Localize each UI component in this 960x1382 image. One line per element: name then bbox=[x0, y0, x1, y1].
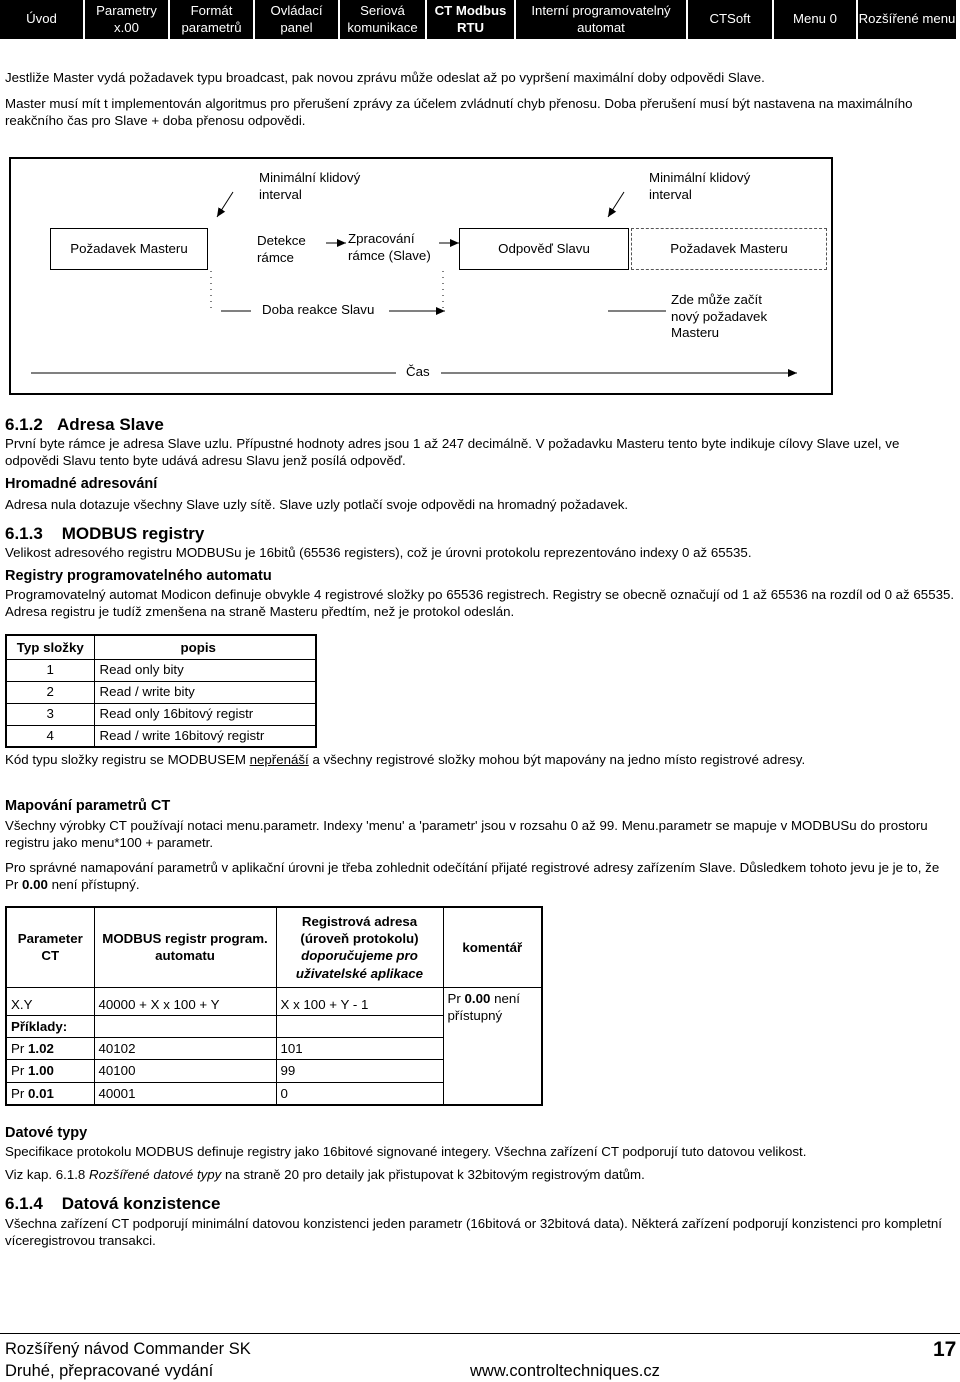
parameter-mapping-table bbox=[5, 906, 543, 1106]
section-6-1-4-heading: 6.1.4 Datová konzistence bbox=[5, 1194, 221, 1213]
table-row: Příklady: bbox=[6, 1015, 542, 1037]
frame-process-label: Zpracování rámce (Slave) bbox=[348, 231, 431, 263]
data-types-heading: Datové typy bbox=[5, 1125, 88, 1141]
ct-mapping-paragraph-2: Pro správné namapování parametrů v aplikační úrovni je třeba zohlednit odečítání přijaté registrové adresy zařízením Slave. Důsledkem tohoto jevu je je to, že Pr 0.00 není přístupný. bbox=[5, 860, 940, 893]
plc-registers-heading: Registry programovatelného automatu bbox=[5, 568, 272, 584]
intro-paragraph-1: Jestliže Master vydá požadavek typu broadcast, pak novou zprávu může odeslat až po vypršení maximální doby odpovědi Slave. bbox=[5, 70, 765, 85]
table-row: Pr 0.01 40001 0 bbox=[6, 1082, 542, 1105]
nav-parametry[interactable]: Parametry x.00 bbox=[85, 0, 168, 39]
nav-ct-modbus-rtu[interactable]: CT Modbus RTU bbox=[427, 0, 514, 39]
nav-ctsoft[interactable]: CTSoft bbox=[688, 0, 772, 39]
header-parameter-ct: Parameter CT bbox=[6, 907, 94, 987]
top-navigation bbox=[0, 0, 960, 43]
column-header-type: Typ složky bbox=[6, 635, 94, 659]
comment-cell: Pr 0.00 není přístupný bbox=[443, 987, 542, 1038]
pointer-arrow-1 bbox=[217, 192, 233, 217]
plc-registers-paragraph: Programovatelný automat Modicon definuje obvykle 4 registrové složky po 65536 registrech. Registry se obecně označují od 1 až 65536 na rozdíl od 0 až 65535. Adresa registru je tudíž zmenšena na straně Masteru předtím, než je protokol odeslán. bbox=[5, 587, 955, 620]
master-request-box-2: Požadavek Masteru bbox=[631, 228, 827, 270]
nav-seriova-komunikace[interactable]: Seriová komunikace bbox=[340, 0, 425, 39]
data-types-paragraph-1: Specifikace protokolu MODBUS definuje registry jako 16bitové signované integery. Všechna zařízení CT podporují tuto datovou velikost. bbox=[5, 1144, 807, 1159]
footer-manual-title: Rozšířený návod Commander SK bbox=[5, 1340, 251, 1358]
footer-edition: Druhé, přepracované vydání bbox=[5, 1362, 214, 1380]
header-register-address: Registrová adresa (úroveň protokolu) doporučujeme pro uživatelské aplikace bbox=[276, 907, 443, 987]
frame-detect-label: Detekce rámce bbox=[257, 233, 306, 265]
section-6-1-2-heading: 6.1.2 Adresa Slave bbox=[5, 415, 164, 434]
min-interval-label-1: Minimální klidový interval bbox=[259, 170, 361, 202]
intro-paragraph-2: Master musí mít t implementován algoritmus pro přerušení zprávy za účelem zvládnutí chyb přenosu. Doba přerušení musí být nastavena na maximálního reakčního čas pro Slave + doba přenosu odpovědi. bbox=[5, 96, 913, 129]
nav-interni-automat[interactable]: Interní programovatelný automat bbox=[516, 0, 686, 39]
new-request-label: Zde může začít nový požadavek Masteru bbox=[671, 292, 768, 341]
table-header-row bbox=[6, 635, 316, 659]
table-row: 2 Read / write bity bbox=[6, 681, 316, 703]
register-type-note: Kód typu složky registru se MODBUSEM nepřenáší a všechny registrové složky mohou být mapovány na jedno místo registrové adresy. bbox=[5, 752, 806, 767]
data-consistency-paragraph: Všechna zařízení CT podporují minimální datovou konzistenci jeden parametr (16bitová or 32bitová data). Některá zařízení podporují konzistenci pro kompletní víceregistrovou transakci. bbox=[5, 1216, 942, 1249]
broadcast-paragraph: Adresa nula dotazuje všechny Slave uzly sítě. Slave uzly potlačí svoje odpovědi na hromadný požadavek. bbox=[5, 497, 629, 512]
header-comment: komentář bbox=[443, 907, 542, 987]
slave-response-box: Odpověď Slavu bbox=[459, 228, 629, 270]
table-row: 1 Read only bity bbox=[6, 659, 316, 681]
table-row: Pr 1.00 40100 99 bbox=[6, 1060, 542, 1082]
data-types-paragraph-2: Viz kap. 6.1.8 Rozšířené datové typy na straně 20 pro detaily jak přistupovat k 32bitovým registrovým datům. bbox=[5, 1167, 645, 1182]
table-row: 3 Read only 16bitový registr bbox=[6, 703, 316, 725]
modbus-registers-paragraph: Velikost adresového registru MODBUSu je 16bitů (65536 registers), což je úrovni protokolu reprezentováno indexy 0 až 65535. bbox=[5, 545, 752, 560]
pointer-arrow-2 bbox=[608, 192, 624, 217]
slave-address-paragraph: První byte rámce je adresa Slave uzlu. Přípustné hodnoty adres jsou 1 až 247 decimálně. V požadavku Masteru tento byte indikuje cílovy Slave uzel, ve odpovědi Slavu tento byte udává adresu Slavu jenž posílá odpověď. bbox=[5, 436, 900, 469]
timing-diagram bbox=[9, 157, 833, 395]
nav-format-parametru[interactable]: Formát parametrů bbox=[170, 0, 253, 39]
ct-mapping-heading: Mapování parametrů CT bbox=[5, 798, 171, 814]
nav-ovladaci-panel[interactable]: Ovládací panel bbox=[255, 0, 338, 39]
slave-reaction-label: Doba reakce Slavu bbox=[262, 302, 375, 317]
broadcast-heading: Hromadné adresování bbox=[5, 476, 158, 492]
ct-mapping-paragraph-1: Všechny výrobky CT používají notaci menu.parametr. Indexy 'menu' a 'parametr' jsou v rozsahu 0 až 99. Menu.parametr se mapuje v MODBUSu do prostoru registru jako menu*100 + parametr. bbox=[5, 818, 928, 851]
nav-rozsirene-menu[interactable]: Rozšířené menu bbox=[858, 0, 956, 39]
min-interval-label-2: Minimální klidový interval bbox=[649, 170, 751, 202]
page-number: 17 bbox=[933, 1338, 957, 1361]
register-types-table bbox=[5, 634, 317, 748]
header-modbus-register: MODBUS registr program. automatu bbox=[94, 907, 276, 987]
footer-divider bbox=[0, 1333, 960, 1334]
nav-menu-0[interactable]: Menu 0 bbox=[774, 0, 856, 39]
table-row: Pr 1.02 40102 101 bbox=[6, 1038, 542, 1060]
section-6-1-3-heading: 6.1.3 MODBUS registry bbox=[5, 524, 205, 543]
footer-url[interactable]: www.controltechniques.cz bbox=[470, 1362, 660, 1380]
time-label: Čas bbox=[406, 364, 430, 379]
nav-uvod[interactable]: Úvod bbox=[0, 0, 83, 39]
column-header-description: popis bbox=[94, 635, 316, 659]
table-row: X.Y 40000 + X x 100 + Y X x 100 + Y - 1 Pr 0.00 není přístupný bbox=[6, 987, 542, 1015]
mapping-header-row bbox=[6, 907, 542, 987]
table-row: 4 Read / write 16bitový registr bbox=[6, 725, 316, 747]
master-request-box-1: Požadavek Masteru bbox=[50, 228, 208, 270]
